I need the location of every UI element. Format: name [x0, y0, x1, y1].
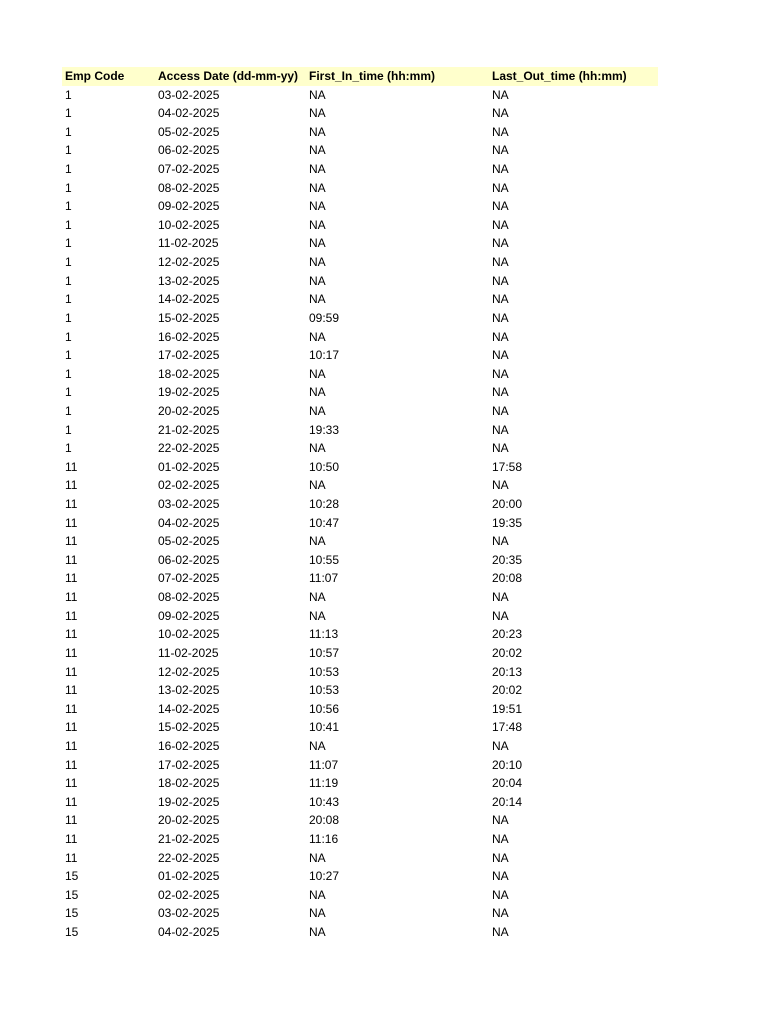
cell-emp-code: 15	[65, 906, 79, 921]
cell-first-in-time: NA	[309, 106, 326, 121]
cell-first-in-time: 10:41	[309, 720, 340, 735]
cell-emp-code: 1	[65, 124, 72, 139]
table-row	[62, 272, 658, 291]
cell-emp-code: 11	[65, 720, 78, 735]
cell-access-date: 13-02-2025	[158, 683, 220, 698]
cell-access-date: 14-02-2025	[158, 701, 220, 716]
cell-first-in-time: 11:07	[309, 757, 339, 772]
cell-access-date: 02-02-2025	[158, 887, 220, 902]
cell-first-in-time: NA	[309, 925, 326, 940]
cell-access-date: 12-02-2025	[158, 664, 220, 679]
table-row	[62, 365, 658, 384]
cell-last-out-time: NA	[492, 385, 509, 400]
cell-access-date: 18-02-2025	[158, 776, 220, 791]
cell-emp-code: 1	[65, 310, 72, 325]
table-row	[62, 607, 658, 626]
cell-last-out-time: NA	[492, 124, 509, 139]
cell-access-date: 07-02-2025	[158, 162, 220, 177]
cell-access-date: 14-02-2025	[158, 292, 220, 307]
cell-first-in-time: NA	[309, 143, 326, 158]
cell-first-in-time: NA	[309, 273, 326, 288]
cell-access-date: 22-02-2025	[158, 850, 220, 865]
cell-access-date: 19-02-2025	[158, 385, 220, 400]
table-row	[62, 346, 658, 365]
cell-last-out-time: NA	[492, 329, 509, 344]
table-row	[62, 458, 658, 477]
cell-emp-code: 11	[65, 850, 78, 865]
cell-last-out-time: NA	[492, 534, 509, 549]
table-row	[62, 793, 658, 812]
table-row	[62, 141, 658, 160]
cell-access-date: 05-02-2025	[158, 534, 220, 549]
cell-emp-code: 11	[65, 534, 78, 549]
table-row	[62, 867, 658, 886]
table-row	[62, 756, 658, 775]
cell-emp-code: 11	[65, 552, 78, 567]
cell-access-date: 07-02-2025	[158, 571, 220, 586]
table-row	[62, 86, 658, 105]
cell-first-in-time: NA	[309, 887, 326, 902]
cell-first-in-time: NA	[309, 403, 326, 418]
cell-emp-code: 1	[65, 422, 72, 437]
cell-last-out-time: NA	[492, 348, 509, 363]
cell-emp-code: 1	[65, 441, 72, 456]
cell-emp-code: 11	[65, 813, 78, 828]
cell-access-date: 03-02-2025	[158, 906, 220, 921]
cell-first-in-time: NA	[309, 906, 326, 921]
cell-first-in-time: 10:55	[309, 552, 340, 567]
table-row	[62, 923, 658, 942]
table-row	[62, 309, 658, 328]
table-row	[62, 737, 658, 756]
table-row	[62, 625, 658, 644]
cell-first-in-time: NA	[309, 217, 326, 232]
table-row	[62, 811, 658, 830]
cell-emp-code: 1	[65, 87, 72, 102]
cell-access-date: 18-02-2025	[158, 366, 220, 381]
cell-emp-code: 1	[65, 366, 72, 381]
cell-last-out-time: NA	[492, 831, 509, 846]
cell-first-in-time: NA	[309, 255, 326, 270]
cell-access-date: 03-02-2025	[158, 497, 220, 512]
cell-last-out-time: 20:02	[492, 645, 523, 660]
cell-emp-code: 11	[65, 683, 78, 698]
table-row	[62, 328, 658, 347]
table-row	[62, 774, 658, 793]
table-row	[62, 234, 658, 253]
cell-emp-code: 1	[65, 403, 72, 418]
cell-access-date: 17-02-2025	[158, 757, 220, 772]
cell-first-in-time: 11:07	[309, 571, 339, 586]
cell-first-in-time: 20:08	[309, 813, 340, 828]
cell-last-out-time: NA	[492, 180, 509, 195]
cell-access-date: 04-02-2025	[158, 106, 220, 121]
cell-first-in-time: 10:50	[309, 459, 340, 474]
cell-first-in-time: NA	[309, 292, 326, 307]
cell-access-date: 21-02-2025	[158, 831, 220, 846]
cell-last-out-time: NA	[492, 273, 509, 288]
table-row	[62, 588, 658, 607]
cell-emp-code: 11	[65, 608, 78, 623]
table-row	[62, 160, 658, 179]
cell-last-out-time: NA	[492, 292, 509, 307]
cell-first-in-time: NA	[309, 738, 326, 753]
cell-first-in-time: NA	[309, 385, 326, 400]
cell-last-out-time: 19:51	[492, 701, 523, 716]
cell-emp-code: 1	[65, 180, 72, 195]
cell-first-in-time: 10:28	[309, 497, 340, 512]
cell-first-in-time: NA	[309, 180, 326, 195]
cell-first-in-time: 19:33	[309, 422, 340, 437]
cell-last-out-time: NA	[492, 441, 509, 456]
cell-last-out-time: NA	[492, 255, 509, 270]
cell-first-in-time: NA	[309, 534, 326, 549]
table-row	[62, 104, 658, 123]
cell-first-in-time: 11:16	[309, 831, 339, 846]
cell-emp-code: 11	[65, 738, 78, 753]
table-row	[62, 569, 658, 588]
table-body	[62, 86, 658, 942]
cell-emp-code: 1	[65, 143, 72, 158]
cell-first-in-time: 10:53	[309, 683, 340, 698]
cell-first-in-time: 10:47	[309, 515, 340, 530]
cell-emp-code: 1	[65, 348, 72, 363]
attendance-table	[62, 67, 658, 942]
table-row	[62, 197, 658, 216]
cell-access-date: 21-02-2025	[158, 422, 220, 437]
cell-first-in-time: NA	[309, 590, 326, 605]
cell-access-date: 08-02-2025	[158, 180, 220, 195]
cell-emp-code: 11	[65, 645, 78, 660]
cell-access-date: 10-02-2025	[158, 627, 220, 642]
cell-last-out-time: NA	[492, 162, 509, 177]
cell-last-out-time: NA	[492, 143, 509, 158]
table-row	[62, 402, 658, 421]
cell-last-out-time: 19:35	[492, 515, 523, 530]
table-row	[62, 514, 658, 533]
cell-last-out-time: NA	[492, 310, 509, 325]
cell-first-in-time: 10:53	[309, 664, 340, 679]
cell-access-date: 09-02-2025	[158, 608, 220, 623]
cell-first-in-time: 10:56	[309, 701, 340, 716]
cell-first-in-time: 10:57	[309, 645, 340, 660]
table-row	[62, 439, 658, 458]
cell-first-in-time: 10:43	[309, 794, 340, 809]
column-header-access-date: Access Date (dd-mm-yy)	[158, 69, 299, 83]
cell-access-date: 09-02-2025	[158, 199, 220, 214]
cell-emp-code: 11	[65, 757, 78, 772]
cell-emp-code: 1	[65, 162, 72, 177]
cell-access-date: 01-02-2025	[158, 459, 220, 474]
table-row	[62, 886, 658, 905]
cell-access-date: 08-02-2025	[158, 590, 220, 605]
cell-last-out-time: NA	[492, 366, 509, 381]
cell-last-out-time: NA	[492, 869, 509, 884]
cell-first-in-time: 11:19	[309, 776, 339, 791]
table-row	[62, 179, 658, 198]
cell-access-date: 15-02-2025	[158, 720, 220, 735]
cell-first-in-time: NA	[309, 850, 326, 865]
cell-last-out-time: NA	[492, 422, 509, 437]
table-row	[62, 644, 658, 663]
table-row	[62, 904, 658, 923]
cell-emp-code: 11	[65, 776, 78, 791]
cell-access-date: 13-02-2025	[158, 273, 220, 288]
cell-last-out-time: NA	[492, 478, 509, 493]
cell-access-date: 17-02-2025	[158, 348, 220, 363]
cell-first-in-time: 10:27	[309, 869, 340, 884]
cell-last-out-time: NA	[492, 236, 509, 251]
cell-emp-code: 1	[65, 236, 72, 251]
table-row	[62, 830, 658, 849]
cell-last-out-time: 17:58	[492, 459, 523, 474]
table-row	[62, 383, 658, 402]
cell-last-out-time: 20:02	[492, 683, 523, 698]
cell-access-date: 12-02-2025	[158, 255, 220, 270]
table-row	[62, 718, 658, 737]
cell-last-out-time: NA	[492, 925, 509, 940]
cell-first-in-time: NA	[309, 162, 326, 177]
cell-access-date: 05-02-2025	[158, 124, 220, 139]
cell-last-out-time: NA	[492, 850, 509, 865]
cell-emp-code: 1	[65, 292, 72, 307]
cell-first-in-time: 09:59	[309, 310, 340, 325]
cell-access-date: 16-02-2025	[158, 738, 220, 753]
cell-emp-code: 11	[65, 478, 78, 493]
table-row	[62, 253, 658, 272]
cell-access-date: 06-02-2025	[158, 143, 220, 158]
cell-emp-code: 15	[65, 869, 79, 884]
cell-emp-code: 15	[65, 887, 79, 902]
cell-last-out-time: 20:14	[492, 794, 523, 809]
cell-last-out-time: 20:10	[492, 757, 523, 772]
cell-emp-code: 1	[65, 199, 72, 214]
cell-emp-code: 11	[65, 664, 78, 679]
cell-last-out-time: NA	[492, 403, 509, 418]
cell-last-out-time: NA	[492, 217, 509, 232]
cell-access-date: 04-02-2025	[158, 925, 220, 940]
cell-access-date: 06-02-2025	[158, 552, 220, 567]
table-row	[62, 216, 658, 235]
cell-emp-code: 1	[65, 385, 72, 400]
table-row	[62, 849, 658, 868]
table-row	[62, 532, 658, 551]
cell-last-out-time: 20:23	[492, 627, 523, 642]
table-header-row	[62, 67, 658, 86]
cell-last-out-time: 20:35	[492, 552, 523, 567]
cell-access-date: 15-02-2025	[158, 310, 220, 325]
cell-emp-code: 11	[65, 831, 78, 846]
cell-access-date: 10-02-2025	[158, 217, 220, 232]
column-header-first-in-time: First_In_time (hh:mm)	[309, 69, 436, 83]
cell-first-in-time: NA	[309, 199, 326, 214]
cell-access-date: 11-02-2025	[158, 236, 219, 251]
cell-last-out-time: NA	[492, 199, 509, 214]
cell-access-date: 01-02-2025	[158, 869, 220, 884]
cell-emp-code: 1	[65, 255, 72, 270]
cell-last-out-time: NA	[492, 590, 509, 605]
table-row	[62, 700, 658, 719]
cell-access-date: 20-02-2025	[158, 813, 220, 828]
cell-emp-code: 11	[65, 571, 78, 586]
table-row	[62, 495, 658, 514]
table-row	[62, 551, 658, 570]
table-row	[62, 476, 658, 495]
cell-first-in-time: NA	[309, 329, 326, 344]
cell-last-out-time: NA	[492, 813, 509, 828]
cell-last-out-time: NA	[492, 106, 509, 121]
cell-first-in-time: NA	[309, 124, 326, 139]
table-row	[62, 123, 658, 142]
cell-emp-code: 1	[65, 217, 72, 232]
cell-first-in-time: NA	[309, 441, 326, 456]
cell-first-in-time: 10:17	[309, 348, 340, 363]
cell-access-date: 03-02-2025	[158, 87, 220, 102]
cell-last-out-time: NA	[492, 87, 509, 102]
cell-first-in-time: NA	[309, 87, 326, 102]
cell-last-out-time: 20:04	[492, 776, 523, 791]
cell-emp-code: 1	[65, 106, 72, 121]
cell-last-out-time: 17:48	[492, 720, 523, 735]
cell-first-in-time: NA	[309, 236, 326, 251]
cell-first-in-time: 11:13	[309, 627, 339, 642]
cell-last-out-time: 20:08	[492, 571, 523, 586]
cell-access-date: 22-02-2025	[158, 441, 220, 456]
column-header-emp-code: Emp Code	[65, 69, 125, 83]
column-header-last-out-time: Last_Out_time (hh:mm)	[492, 69, 627, 83]
cell-first-in-time: NA	[309, 608, 326, 623]
cell-access-date: 20-02-2025	[158, 403, 220, 418]
cell-emp-code: 11	[65, 515, 78, 530]
cell-emp-code: 11	[65, 794, 78, 809]
table-row	[62, 290, 658, 309]
table-row	[62, 681, 658, 700]
cell-last-out-time: NA	[492, 887, 509, 902]
cell-emp-code: 11	[65, 701, 78, 716]
cell-access-date: 04-02-2025	[158, 515, 220, 530]
cell-emp-code: 1	[65, 273, 72, 288]
cell-first-in-time: NA	[309, 366, 326, 381]
cell-access-date: 02-02-2025	[158, 478, 220, 493]
cell-emp-code: 11	[65, 590, 78, 605]
cell-last-out-time: NA	[492, 608, 509, 623]
cell-access-date: 11-02-2025	[158, 645, 219, 660]
cell-first-in-time: NA	[309, 478, 326, 493]
cell-last-out-time: NA	[492, 906, 509, 921]
table-row	[62, 663, 658, 682]
cell-last-out-time: 20:13	[492, 664, 523, 679]
cell-emp-code: 11	[65, 459, 78, 474]
cell-emp-code: 11	[65, 627, 78, 642]
cell-emp-code: 15	[65, 925, 79, 940]
cell-last-out-time: 20:00	[492, 497, 523, 512]
table-row	[62, 421, 658, 440]
cell-access-date: 16-02-2025	[158, 329, 220, 344]
cell-last-out-time: NA	[492, 738, 509, 753]
cell-emp-code: 11	[65, 497, 78, 512]
cell-access-date: 19-02-2025	[158, 794, 220, 809]
cell-emp-code: 1	[65, 329, 72, 344]
